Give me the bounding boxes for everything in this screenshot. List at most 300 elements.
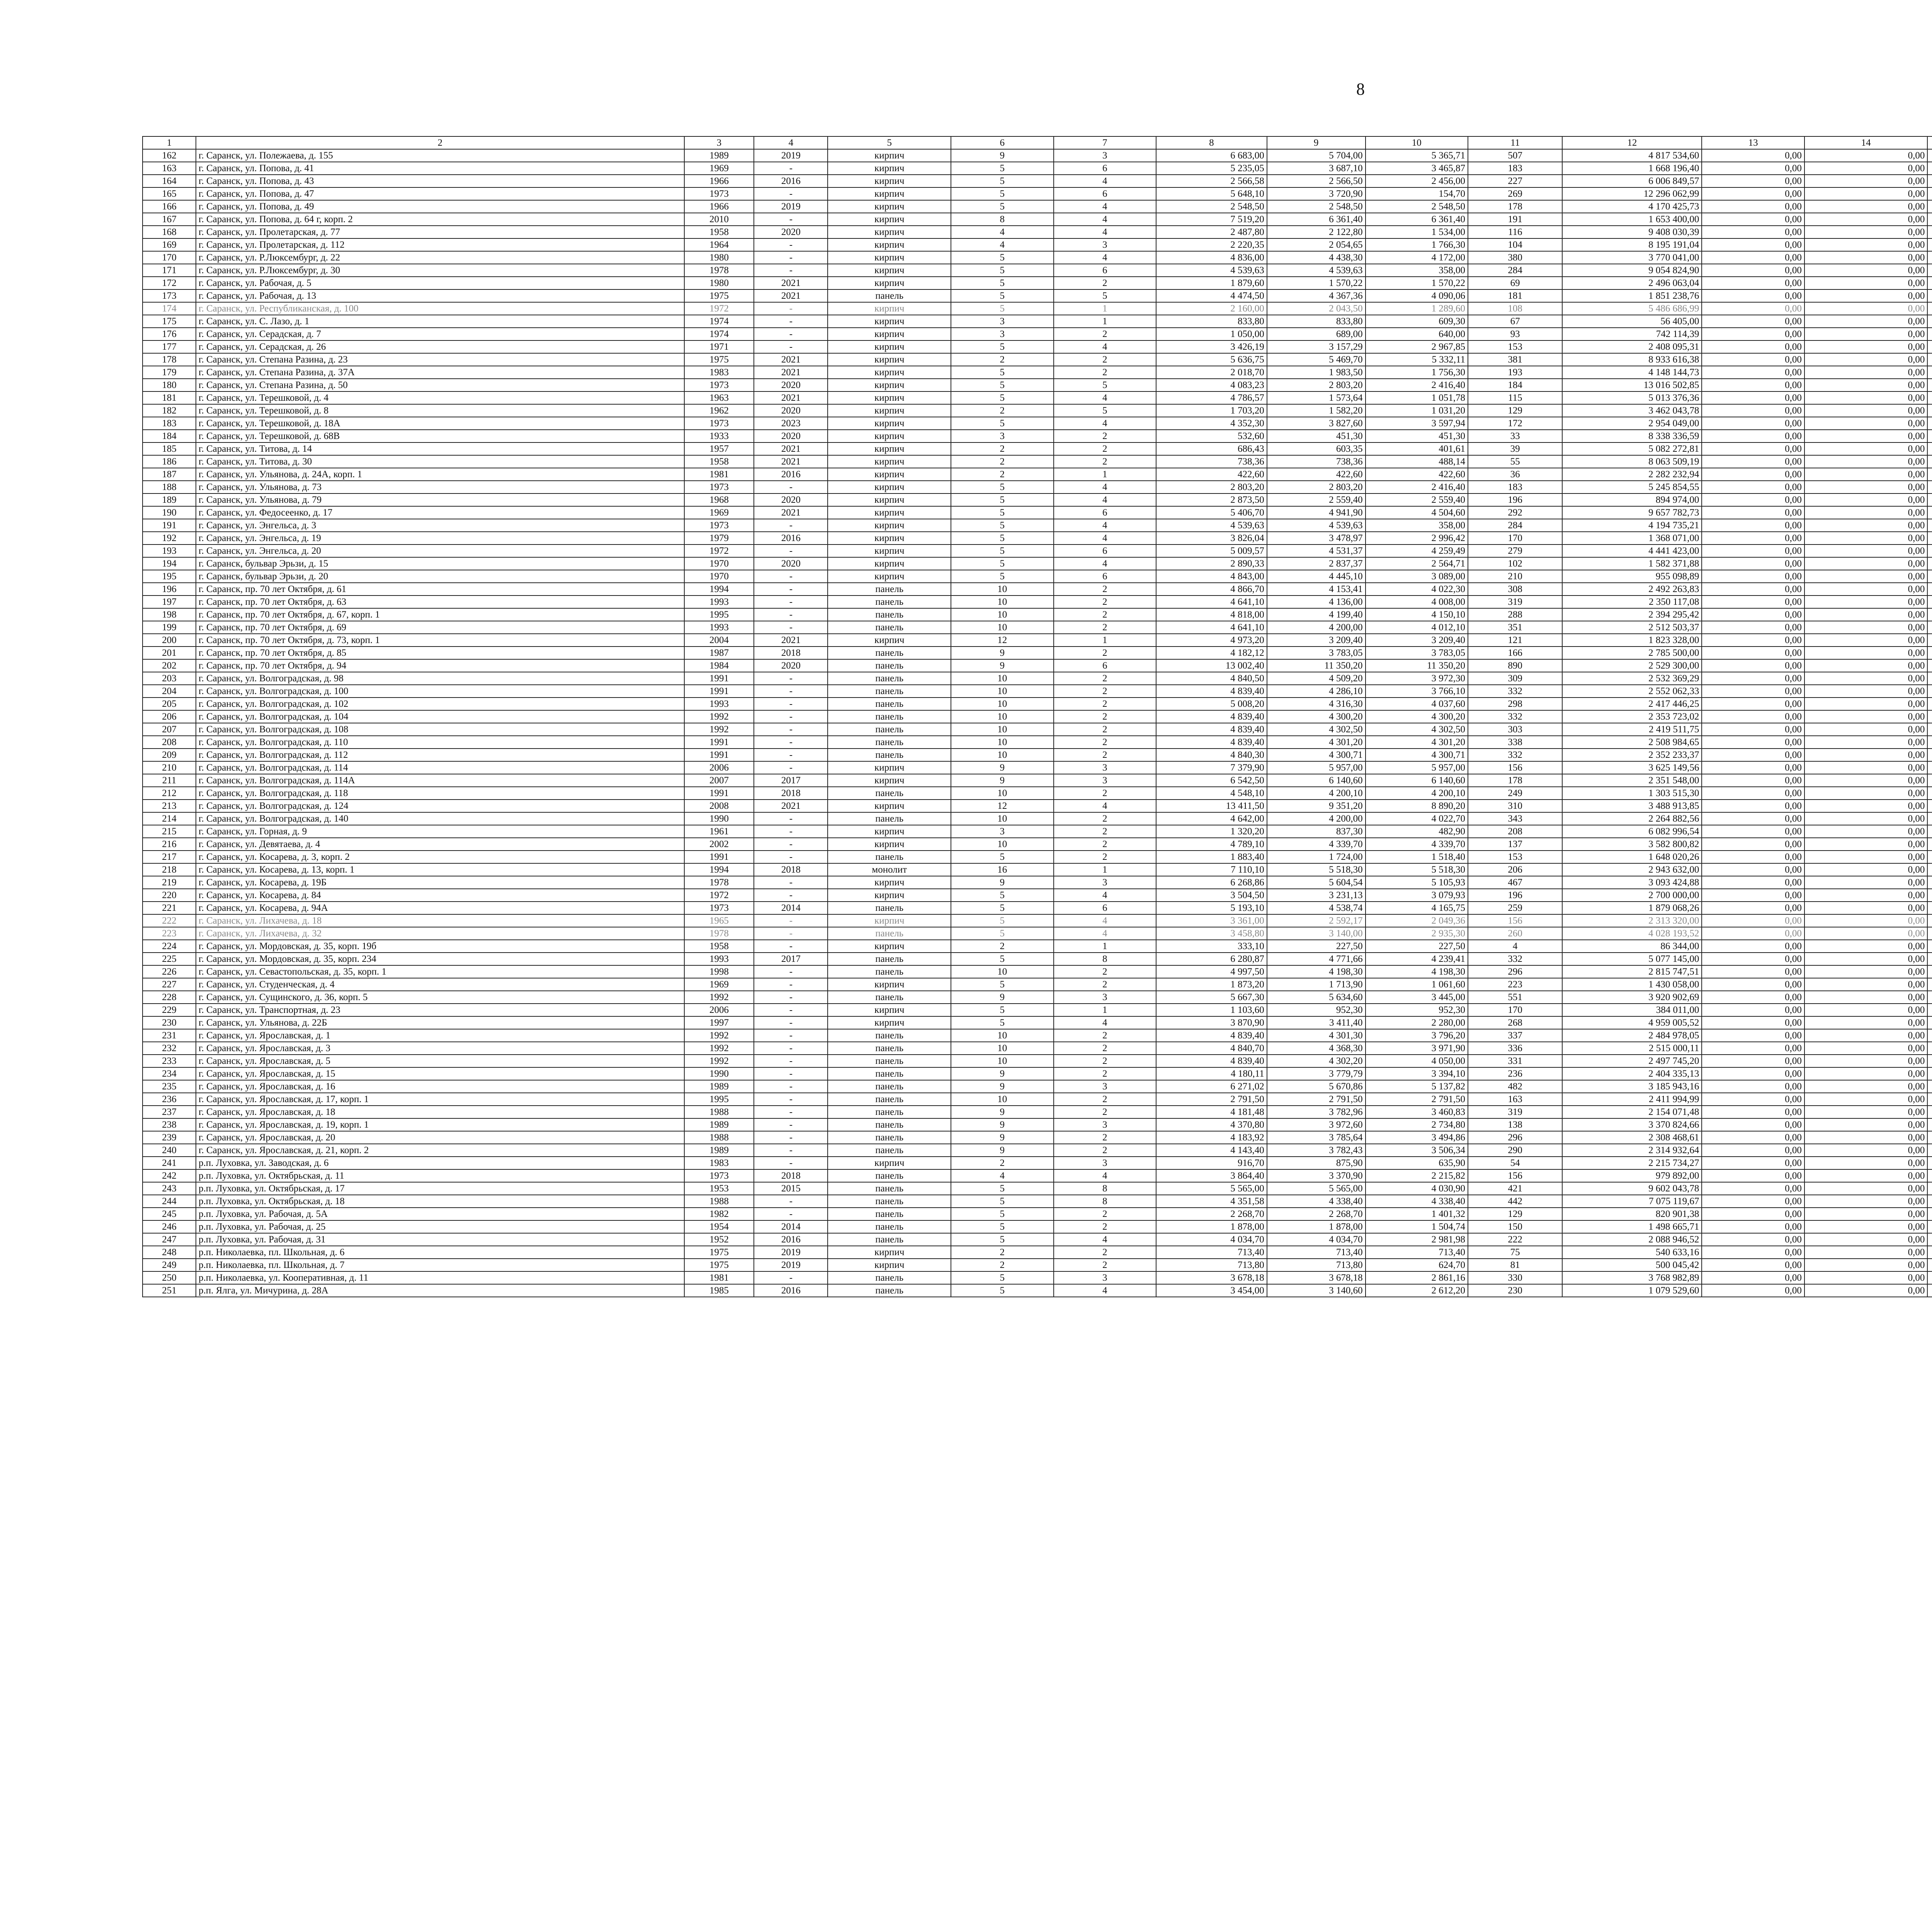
table-cell: 201 [143, 647, 196, 659]
table-cell: 290 [1468, 1144, 1562, 1157]
table-cell: 0,00 [1804, 468, 1928, 481]
table-cell: кирпич [828, 838, 951, 851]
table-cell: 250 [143, 1271, 196, 1284]
table-cell: - [754, 1208, 828, 1220]
table-cell: 9 351,20 [1267, 800, 1366, 812]
table-cell: 10 [951, 685, 1053, 698]
table-cell: 1980 [684, 251, 754, 264]
table-cell: 5 565,00 [1267, 1182, 1366, 1195]
table-cell: - [754, 162, 828, 175]
table-cell: 1 320,20 [1156, 825, 1267, 838]
table-cell: 2 497 745,20 [1562, 1055, 1702, 1067]
table-cell: 1 756,30 [1366, 366, 1468, 379]
table-row [143, 953, 1932, 965]
table-cell: 5 [951, 340, 1053, 353]
page-number: 8 [1356, 80, 1365, 99]
table-cell: 3 625 149,56 [1562, 761, 1702, 774]
table-cell: 5 [951, 417, 1053, 430]
table-cell: панель [828, 596, 951, 608]
table-cell: 2 122,80 [1267, 226, 1366, 238]
table-cell: 0,00 [1804, 608, 1928, 621]
table-cell: 2 791,50 [1156, 1093, 1267, 1106]
column-header: 14 [1804, 136, 1928, 149]
column-header: 13 [1702, 136, 1804, 149]
table-cell: 2 [1054, 710, 1156, 723]
table-cell: 0,00 [1804, 1080, 1928, 1093]
table-row [143, 302, 1932, 315]
table-cell: 0,00 [1702, 991, 1804, 1004]
table-cell: 1984 [684, 659, 754, 672]
table-cell: 102 [1468, 557, 1562, 570]
table-cell: 2 411 994,99 [1562, 1093, 1702, 1106]
table-cell: 0,00 [1804, 1029, 1928, 1042]
table-cell: 1995 [684, 1093, 754, 1106]
table-cell: 1972 [684, 302, 754, 315]
table-cell: - [754, 264, 828, 277]
table-cell: 0,00 [1702, 787, 1804, 800]
table-cell: 2 [1054, 647, 1156, 659]
table-row [143, 315, 1932, 328]
table-cell [1927, 749, 1932, 761]
table-cell: 2 408 095,31 [1562, 340, 1702, 353]
table-cell: 0,00 [1702, 1182, 1804, 1195]
table-cell: 1980 [684, 277, 754, 289]
table-cell: 5 [1054, 289, 1156, 302]
table-cell: 1979 [684, 532, 754, 545]
table-cell: 4 642,00 [1156, 812, 1267, 825]
table-cell: 243 [143, 1182, 196, 1195]
table-cell: 1 289,60 [1366, 302, 1468, 315]
table-cell: 4 181,48 [1156, 1106, 1267, 1118]
table-row [143, 902, 1932, 914]
table-cell: 1991 [684, 787, 754, 800]
table-cell: 3 [951, 825, 1053, 838]
table-cell: 9 [951, 149, 1053, 162]
table-cell: 338 [1468, 736, 1562, 749]
table-cell: 196 [143, 583, 196, 596]
table-cell: 2 559,40 [1366, 493, 1468, 506]
table-cell: кирпич [828, 825, 951, 838]
table-row [143, 417, 1932, 430]
table-cell: 0,00 [1702, 710, 1804, 723]
table-cell: 5 [951, 902, 1053, 914]
table-cell: 4 959 005,52 [1562, 1016, 1702, 1029]
table-cell: 224 [143, 940, 196, 953]
table-cell: 5 [951, 264, 1053, 277]
table-cell: 4 200,10 [1366, 787, 1468, 800]
table-cell: 4 818,00 [1156, 608, 1267, 621]
table-cell: г. Саранск, ул. Пролетарская, д. 77 [196, 226, 684, 238]
table-cell: 4 [1054, 175, 1156, 187]
table-cell: 0,00 [1702, 442, 1804, 455]
table-cell: кирпич [828, 302, 951, 315]
table-cell: 5 137,82 [1366, 1080, 1468, 1093]
column-header: 8 [1156, 136, 1267, 149]
table-cell: кирпич [828, 506, 951, 519]
table-cell: 1981 [684, 468, 754, 481]
table-cell: 5 518,30 [1267, 863, 1366, 876]
table-cell: 3 093 424,88 [1562, 876, 1702, 889]
table-cell: кирпич [828, 940, 951, 953]
table-cell: 6 683,00 [1156, 149, 1267, 162]
table-cell: 6 [1054, 162, 1156, 175]
table-cell: 4 531,37 [1267, 545, 1366, 557]
table-cell: 93 [1468, 328, 1562, 340]
table-cell: 4 302,50 [1267, 723, 1366, 736]
table-cell: 6 271,02 [1156, 1080, 1267, 1093]
table-cell: 1 103,60 [1156, 1004, 1267, 1016]
table-cell: г. Саранск, ул. Попова, д. 47 [196, 187, 684, 200]
table-cell: 0,00 [1702, 1080, 1804, 1093]
table-cell: 1972 [684, 545, 754, 557]
table-cell: 4 172,00 [1366, 251, 1468, 264]
table-cell: - [754, 914, 828, 927]
table-cell: 2004 [684, 634, 754, 647]
table-cell [1927, 583, 1932, 596]
table-cell: 4 771,66 [1267, 953, 1366, 965]
table-cell: 4 [951, 226, 1053, 238]
table-cell: 67 [1468, 315, 1562, 328]
table-row [143, 774, 1932, 787]
table-cell: 742 114,39 [1562, 328, 1702, 340]
table-cell: 337 [1468, 1029, 1562, 1042]
table-cell: 1 879,60 [1156, 277, 1267, 289]
table-cell: 0,00 [1804, 1144, 1928, 1157]
table-cell: 451,30 [1267, 430, 1366, 442]
table-cell: 0,00 [1804, 596, 1928, 608]
table-cell [1927, 914, 1932, 927]
table-cell: 0,00 [1804, 647, 1928, 659]
table-cell: 4 [1054, 800, 1156, 812]
table-cell: 686,43 [1156, 442, 1267, 455]
table-cell: 0,00 [1702, 1208, 1804, 1220]
table-cell: 4 050,00 [1366, 1055, 1468, 1067]
table-cell: 5 648,10 [1156, 187, 1267, 200]
table-cell: монолит [828, 863, 951, 876]
table-row [143, 1259, 1932, 1271]
table-row [143, 1233, 1932, 1246]
table-cell: 1969 [684, 978, 754, 991]
table-cell: 2 220,35 [1156, 238, 1267, 251]
table-cell [1927, 1042, 1932, 1055]
table-cell: 1988 [684, 1131, 754, 1144]
table-cell: 4 198,30 [1267, 965, 1366, 978]
table-cell [1927, 659, 1932, 672]
table-cell: 231 [143, 1029, 196, 1042]
table-cell: 129 [1468, 1208, 1562, 1220]
table-cell: панель [828, 685, 951, 698]
table-cell: 230 [1468, 1284, 1562, 1297]
table-cell: г. Саранск, ул. Терешковой, д. 4 [196, 391, 684, 404]
table-cell: 182 [143, 404, 196, 417]
table-cell: 3 445,00 [1366, 991, 1468, 1004]
table-cell: 0,00 [1702, 315, 1804, 328]
table-cell: г. Саранск, ул. Терешковой, д. 68В [196, 430, 684, 442]
table-cell: 0,00 [1804, 506, 1928, 519]
table-cell: г. Саранск, бульвар Эрьзи, д. 15 [196, 557, 684, 570]
table-cell: 156 [1468, 1169, 1562, 1182]
table-cell: 0,00 [1804, 251, 1928, 264]
table-cell [1927, 1016, 1932, 1029]
table-cell: 0,00 [1702, 902, 1804, 914]
table-cell: 8 338 336,59 [1562, 430, 1702, 442]
table-cell: 0,00 [1804, 226, 1928, 238]
table-cell: 532,60 [1156, 430, 1267, 442]
table-cell: 1 061,60 [1366, 978, 1468, 991]
table-cell: 5 [951, 481, 1053, 493]
table-cell: 1957 [684, 442, 754, 455]
table-cell: 163 [1468, 1093, 1562, 1106]
table-cell: 0,00 [1804, 1093, 1928, 1106]
table-cell: 1 983,50 [1267, 366, 1366, 379]
table-cell: 2 [1054, 1055, 1156, 1067]
table-cell: 1990 [684, 1067, 754, 1080]
table-cell: 4 [1054, 914, 1156, 927]
table-cell: 8 933 616,38 [1562, 353, 1702, 366]
table-row [143, 583, 1932, 596]
table-cell: г. Саранск, ул. Волгоградская, д. 104 [196, 710, 684, 723]
table-cell: 3 971,90 [1366, 1042, 1468, 1055]
table-cell [1927, 621, 1932, 634]
table-cell: 890 [1468, 659, 1562, 672]
table-cell: 5 [951, 162, 1053, 175]
table-cell: кирпич [828, 251, 951, 264]
table-cell: 0,00 [1702, 1067, 1804, 1080]
table-cell: - [754, 1106, 828, 1118]
table-cell: 1991 [684, 851, 754, 863]
table-row [143, 1284, 1932, 1297]
table-cell: 4 [1054, 213, 1156, 226]
table-cell: г. Саранск, ул. Мордовская, д. 35, корп. 19б [196, 940, 684, 953]
table-cell: 0,00 [1702, 200, 1804, 213]
table-cell: 0,00 [1804, 1182, 1928, 1195]
table-cell: 1 430 058,00 [1562, 978, 1702, 991]
table-cell: 4 539,63 [1267, 519, 1366, 532]
table-cell: кирпич [828, 175, 951, 187]
table-cell: 247 [143, 1233, 196, 1246]
table-cell: 5 [951, 889, 1053, 902]
table-cell: 0,00 [1804, 774, 1928, 787]
table-cell: 2 [1054, 596, 1156, 608]
table-cell: - [754, 596, 828, 608]
table-cell: 3 972,30 [1366, 672, 1468, 685]
table-cell: 2 [1054, 621, 1156, 634]
table-cell: 7 519,20 [1156, 213, 1267, 226]
table-cell: 2 [1054, 1029, 1156, 1042]
table-cell: 5 [951, 532, 1053, 545]
table-cell [1927, 1157, 1932, 1169]
table-cell: 2 496 063,04 [1562, 277, 1702, 289]
table-cell: 1993 [684, 953, 754, 965]
table-cell: 2016 [754, 1284, 828, 1297]
table-cell: 0,00 [1702, 519, 1804, 532]
table-cell: г. Саранск, ул. Ульянова, д. 79 [196, 493, 684, 506]
table-cell: - [754, 519, 828, 532]
table-cell: 2 416,40 [1366, 379, 1468, 391]
table-cell: 184 [143, 430, 196, 442]
table-cell: г. Саранск, ул. Лихачева, д. 32 [196, 927, 684, 940]
table-cell: - [754, 965, 828, 978]
table-cell [1927, 417, 1932, 430]
table-cell: 1 582 371,88 [1562, 557, 1702, 570]
table-cell: 11 350,20 [1366, 659, 1468, 672]
table-cell: 1973 [684, 1169, 754, 1182]
table-cell: 1988 [684, 1195, 754, 1208]
table-cell [1927, 685, 1932, 698]
table-cell: 1 878,00 [1156, 1220, 1267, 1233]
table-cell: 4 136,00 [1267, 596, 1366, 608]
table-cell: 0,00 [1804, 621, 1928, 634]
table-cell: 2019 [754, 1259, 828, 1271]
table-cell: - [754, 302, 828, 315]
table-cell: - [754, 927, 828, 940]
table-cell: 0,00 [1804, 1042, 1928, 1055]
table-cell: 222 [143, 914, 196, 927]
table-cell: - [754, 1080, 828, 1093]
table-cell [1927, 545, 1932, 557]
table-cell: 4 008,00 [1366, 596, 1468, 608]
table-cell: г. Саранск, ул. Степана Разина, д. 37А [196, 366, 684, 379]
table-cell: 1 031,20 [1366, 404, 1468, 417]
table-cell: г. Саранск, ул. Ульянова, д. 24А, корп. 1 [196, 468, 684, 481]
table-cell [1927, 1169, 1932, 1182]
table-cell [1927, 404, 1932, 417]
table-cell: 358,00 [1366, 519, 1468, 532]
table-cell: - [754, 315, 828, 328]
table-cell: р.п. Луховка, ул. Рабочая, д. 31 [196, 1233, 684, 1246]
table-cell: панель [828, 1182, 951, 1195]
table-cell: 3 864,40 [1156, 1169, 1267, 1182]
table-cell [1927, 1067, 1932, 1080]
table-row [143, 430, 1932, 442]
table-cell: 196 [1468, 889, 1562, 902]
table-cell: - [754, 340, 828, 353]
table-cell: 108 [1468, 302, 1562, 315]
table-cell: 2 734,80 [1366, 1118, 1468, 1131]
table-cell: 166 [143, 200, 196, 213]
table-cell: 2 861,16 [1366, 1271, 1468, 1284]
table-cell: 0,00 [1804, 277, 1928, 289]
table-cell: 3 494,86 [1366, 1131, 1468, 1144]
table-cell: 1 [1054, 940, 1156, 953]
table-cell: г. Саранск, пр. 70 лет Октября, д. 94 [196, 659, 684, 672]
table-cell: 1975 [684, 1246, 754, 1259]
table-cell: 3 394,10 [1366, 1067, 1468, 1080]
table-cell: 10 [951, 672, 1053, 685]
table-cell: 5 704,00 [1267, 149, 1366, 162]
table-cell: 0,00 [1804, 761, 1928, 774]
table-cell: 384 011,00 [1562, 1004, 1702, 1016]
table-cell: 0,00 [1702, 749, 1804, 761]
table-cell: 0,00 [1804, 672, 1928, 685]
table-cell: г. Саранск, пр. 70 лет Октября, д. 69 [196, 621, 684, 634]
table-cell: 4 259,49 [1366, 545, 1468, 557]
table-row [143, 545, 1932, 557]
table-cell: панель [828, 1208, 951, 1220]
table-cell: 186 [143, 455, 196, 468]
table-cell: г. Саранск, ул. Сущинского, д. 36, корп. 5 [196, 991, 684, 1004]
table-cell: 1 504,74 [1366, 1220, 1468, 1233]
table-cell: 2 [1054, 723, 1156, 736]
table-cell: 0,00 [1702, 149, 1804, 162]
table-cell: 5 667,30 [1156, 991, 1267, 1004]
table-cell: панель [828, 621, 951, 634]
table-cell: 2021 [754, 442, 828, 455]
table-cell: - [754, 672, 828, 685]
table-cell: 2016 [754, 1233, 828, 1246]
table-cell: 833,80 [1267, 315, 1366, 328]
table-cell: 0,00 [1804, 493, 1928, 506]
table-cell: 12 296 062,99 [1562, 187, 1702, 200]
table-cell: 10 [951, 1055, 1053, 1067]
table-cell: 0,00 [1702, 570, 1804, 583]
table-cell: 5 [951, 927, 1053, 940]
table-cell: 3 785,64 [1267, 1131, 1366, 1144]
table-cell: 5 077 145,00 [1562, 953, 1702, 965]
table-cell: 1991 [684, 685, 754, 698]
table-cell: 162 [143, 149, 196, 162]
table-cell: г. Саранск, ул. Попова, д. 64 г, корп. 2 [196, 213, 684, 226]
table-cell: 2 404 335,13 [1562, 1067, 1702, 1080]
table-cell: 129 [1468, 404, 1562, 417]
table-cell: 191 [143, 519, 196, 532]
table-cell: 1 534,00 [1366, 226, 1468, 238]
table-cell: кирпич [828, 1016, 951, 1029]
table-cell: 2 394 295,42 [1562, 608, 1702, 621]
table-cell: 8 [1054, 1195, 1156, 1208]
table-cell: 150 [1468, 1220, 1562, 1233]
table-row [143, 468, 1932, 481]
table-cell: 5 013 376,36 [1562, 391, 1702, 404]
table-cell: кирпич [828, 328, 951, 340]
column-header: 3 [684, 136, 754, 149]
table-cell [1927, 468, 1932, 481]
table-cell: 5 486 686,99 [1562, 302, 1702, 315]
table-row [143, 328, 1932, 340]
table-cell: 5 [951, 506, 1053, 519]
table-cell: 115 [1468, 391, 1562, 404]
table-cell: 422,60 [1366, 468, 1468, 481]
table-cell: г. Саранск, ул. Волгоградская, д. 100 [196, 685, 684, 698]
table-cell: кирпич [828, 761, 951, 774]
table-cell: 4 302,20 [1267, 1055, 1366, 1067]
table-cell: 2 [1054, 353, 1156, 366]
table-cell: 2 [1054, 1131, 1156, 1144]
table-cell: 230 [143, 1016, 196, 1029]
table-cell: 2 890,33 [1156, 557, 1267, 570]
table-cell: 171 [143, 264, 196, 277]
table-row [143, 251, 1932, 264]
table-cell: 2 803,20 [1156, 481, 1267, 493]
table-cell: 6 [1054, 570, 1156, 583]
table-cell: 1 823 328,00 [1562, 634, 1702, 647]
table-cell: 197 [143, 596, 196, 608]
table-cell: 351 [1468, 621, 1562, 634]
table-cell: 0,00 [1804, 1195, 1928, 1208]
table-cell: 3 597,94 [1366, 417, 1468, 430]
table-row [143, 353, 1932, 366]
table-cell: - [754, 991, 828, 1004]
table-cell: 332 [1468, 685, 1562, 698]
table-cell: 187 [143, 468, 196, 481]
table-cell [1927, 226, 1932, 238]
table-cell: 0,00 [1702, 468, 1804, 481]
table-cell: 2 612,20 [1366, 1284, 1468, 1297]
table-cell: 4 034,70 [1156, 1233, 1267, 1246]
table-cell: кирпич [828, 264, 951, 277]
table-cell: 2 [1054, 1106, 1156, 1118]
table-cell: 336 [1468, 1042, 1562, 1055]
